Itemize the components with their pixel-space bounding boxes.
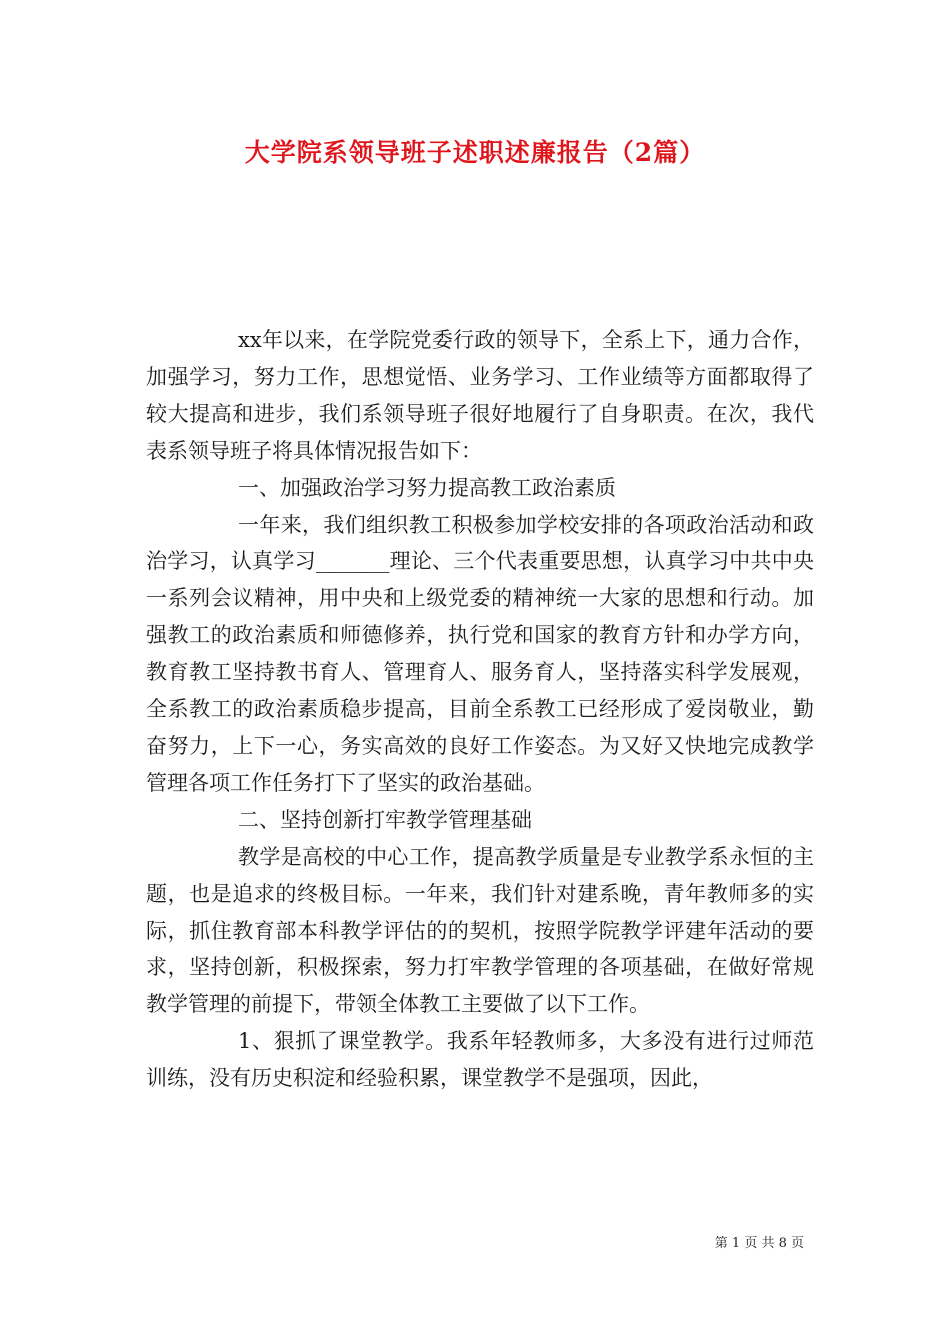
section-1-paragraph: 一年来，我们组织教工积极参加学校安排的各项政治活动和政治学习，认真学习_______理论、三个代表重要思想，认真学习中共中央一系列会议精神，用中央和上级党委的精神统一大家的思想和行动。加强教工的政治素质和师德修养，执行党和国家的教育方针和办学方向，教育教工坚持教书育人、管理育人、服务育人，坚持落实科学发展观，全系教工的政治素质稳步提高，目前全系教工已经形成了爱岗敬业，勤奋努力，上下一心，务实高效的良好工作姿态。为又好又快地完成教学管理各项工作任务打下了坚实的政治基础。 [146, 512, 814, 795]
section-2-paragraph: 教学是高校的中心工作，提高教学质量是专业教学系永恒的主题，也是追求的终极目标。一年来，我们针对建系晚，青年教师多的实际，抓住教育部本科教学评估的的契机，按照学院教学评建年活动的要求，坚持创新，积极探索，努力打牢教学管理的各项基础，在做好常规教学管理的前提下，带领全体教工主要做了以下工作。 [146, 844, 814, 1017]
document-title: 大学院系领导班子述职述廉报告（2篇） [244, 138, 706, 167]
section-heading-1: 一、加强政治学习努力提高教工政治素质 [238, 475, 616, 500]
document-body [146, 322, 814, 1097]
page-footer: 第 1 页 共 8 页 [714, 1236, 804, 1251]
intro-paragraph: xx年以来，在学院党委行政的领导下，全系上下，通力合作，加强学习，努力工作，思想觉悟、业务学习、工作业绩等方面都取得了较大提高和进步，我们系领导班子很好地履行了自身职责。在次，我代表系领导班子将具体情况报告如下： [146, 328, 814, 463]
subsection-1-paragraph: 1、狠抓了课堂教学。我系年轻教师多，大多没有进行过师范训练，没有历史积淀和经验积累，课堂教学不是强项，因此， [146, 1029, 814, 1091]
section-heading-2: 二、坚持创新打牢教学管理基础 [238, 807, 532, 832]
